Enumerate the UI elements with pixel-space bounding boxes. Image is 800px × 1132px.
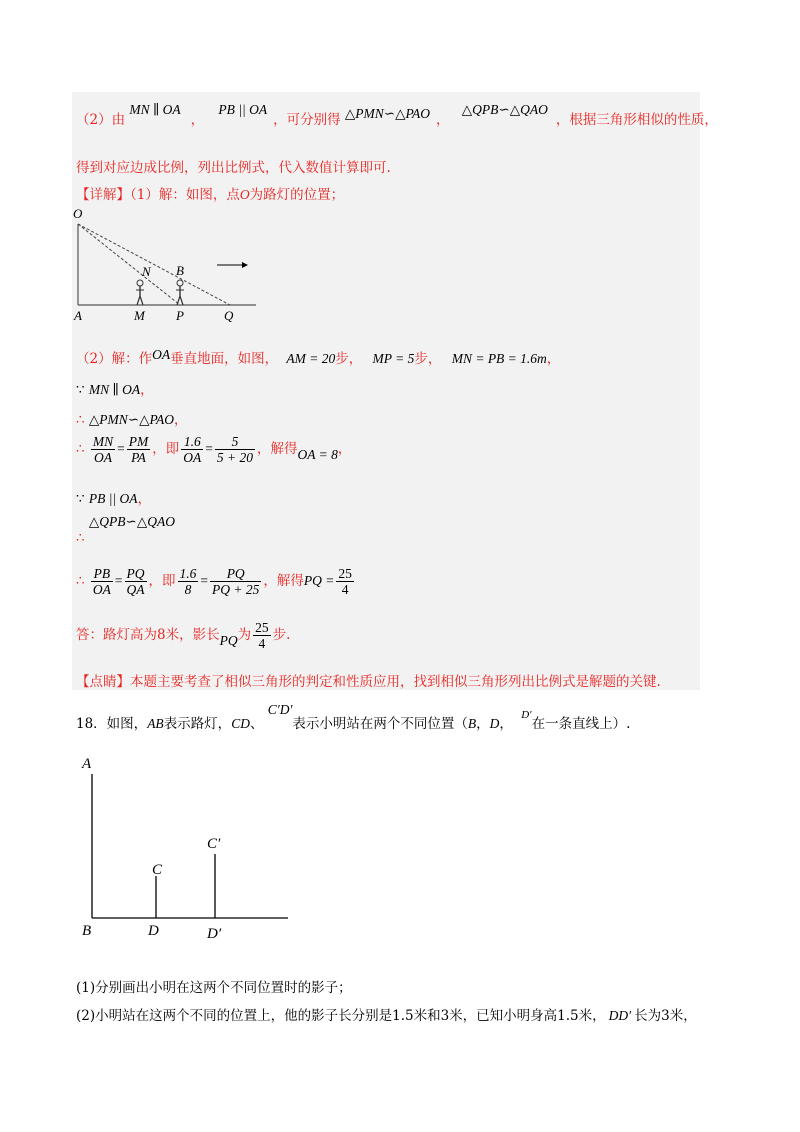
ratio1-eq-2: = bbox=[205, 441, 213, 456]
ratio2-frac-16-8 bbox=[178, 566, 199, 597]
label-D: D bbox=[148, 923, 159, 939]
q18-t4: 在一条直线上）. bbox=[531, 716, 631, 732]
label-Q: Q bbox=[224, 308, 234, 323]
answer-text-1: 答：路灯高为8米，影长 bbox=[76, 627, 220, 643]
part2-am: AM = 20 bbox=[286, 351, 336, 366]
q18-cdp: C′D′ bbox=[267, 702, 293, 717]
step-because-2 bbox=[76, 487, 151, 507]
detail-tag: 【详解】 bbox=[76, 187, 130, 203]
ray-o-p bbox=[78, 224, 180, 305]
ratio1-result: OA = 8 bbox=[297, 447, 338, 462]
therefore-end-1: ， bbox=[173, 412, 188, 428]
detail-var: O bbox=[239, 187, 250, 202]
answer-frac bbox=[253, 620, 271, 651]
frac-num: PM bbox=[128, 434, 149, 449]
hint-line-2: 得到对应边成比例，列出比例式，代入数值计算即可. bbox=[76, 160, 391, 176]
because-symbol-1: ∵ bbox=[76, 382, 85, 397]
detail-line bbox=[76, 183, 344, 203]
q18-comma2: ， bbox=[499, 716, 513, 732]
comment-text: 本题主要考查了相似三角形的判定和性质应用，找到相似三角形列出比例式是解题的关键. bbox=[130, 674, 661, 690]
frac-num: PQ bbox=[126, 566, 145, 581]
ratio1-jiede: ，解得 bbox=[257, 441, 298, 457]
ratio1-frac-mn-oa bbox=[91, 434, 115, 465]
hint-sep-3: ， bbox=[435, 112, 450, 128]
label-C: C bbox=[152, 862, 163, 878]
q18-dp: D′ bbox=[521, 709, 532, 721]
q18-t1: 表示路灯， bbox=[163, 716, 232, 732]
step-therefore-2 bbox=[76, 514, 175, 546]
hint-cond-1: MN ∥ OA bbox=[129, 102, 181, 117]
hint-line-1 bbox=[76, 102, 718, 128]
hint-sep-2: ，可分别得 bbox=[273, 112, 341, 128]
part2-prefix: （2）解：作 bbox=[76, 351, 153, 367]
therefore-expr-2: △QPB∽△QAO bbox=[88, 514, 175, 529]
label-B: B bbox=[176, 263, 184, 278]
ratio1-eq: = bbox=[117, 441, 125, 456]
hint-sep-1: ， bbox=[190, 112, 205, 128]
q18-part2-b: 长为3米， bbox=[634, 1008, 697, 1024]
ratio1-end: ， bbox=[337, 441, 352, 457]
therefore-symbol-2: ∴ bbox=[76, 530, 85, 546]
frac-num: PB bbox=[91, 566, 113, 582]
ratio2-result-frac bbox=[336, 566, 354, 597]
ratio1-frac-5-25 bbox=[215, 434, 255, 465]
part2-oa: OA bbox=[152, 347, 171, 362]
person-mn bbox=[136, 280, 144, 305]
arrow-head bbox=[242, 262, 248, 268]
ratio1-ji: ，即 bbox=[152, 441, 180, 457]
step-ratio-1 bbox=[76, 434, 351, 465]
step-ratio-2 bbox=[76, 566, 356, 597]
q18-d: D bbox=[489, 716, 500, 731]
q18-cd: CD bbox=[231, 716, 250, 731]
frac-den: OA bbox=[94, 450, 113, 465]
label-P: P bbox=[176, 308, 184, 323]
because-end-1: ， bbox=[140, 382, 154, 398]
frac-num: 25 bbox=[338, 566, 352, 581]
frac-num: 1.6 bbox=[179, 566, 197, 581]
because-end-2: ， bbox=[137, 491, 152, 507]
part2-mn: MN = PB = 1.6m bbox=[451, 351, 547, 366]
label-D-prime: D′ bbox=[207, 926, 222, 942]
step-because-1 bbox=[76, 378, 154, 398]
frac-den: 5 + 20 bbox=[216, 450, 254, 465]
person-pb bbox=[176, 280, 184, 305]
frac-num: MN bbox=[92, 434, 114, 449]
label-A: A bbox=[82, 756, 92, 772]
figure-streetlight-1 bbox=[70, 204, 270, 324]
q18-part2 bbox=[76, 1004, 697, 1024]
solution-box bbox=[72, 92, 700, 690]
step-therefore-1 bbox=[76, 408, 187, 428]
frac-den: PA bbox=[131, 450, 146, 465]
frac-den: 4 bbox=[258, 636, 266, 651]
answer-pq: PQ bbox=[219, 633, 238, 648]
hint-cond-4: △QPB∽△QAO bbox=[461, 102, 548, 117]
q18-t3: 表示小明站在两个不同位置（ bbox=[292, 716, 468, 732]
answer-end: 步. bbox=[272, 627, 291, 643]
ratio1-symbol: ∴ bbox=[76, 441, 85, 457]
label-O: O bbox=[73, 206, 83, 221]
part2-am-unit: 步， bbox=[335, 351, 363, 367]
frac-den: OA bbox=[183, 450, 202, 465]
part2-end: ， bbox=[546, 351, 561, 367]
frac-den: QA bbox=[126, 582, 145, 597]
q18-comma: ， bbox=[476, 716, 490, 732]
frac-num: 25 bbox=[255, 620, 269, 635]
frac-num: PQ bbox=[210, 566, 261, 582]
ratio2-result: PQ = bbox=[303, 573, 335, 588]
question-18-line bbox=[76, 702, 631, 732]
detail-text-1: （1）解：如图，点 bbox=[130, 187, 240, 203]
label-M: M bbox=[134, 308, 145, 323]
ray-o-q bbox=[78, 224, 230, 305]
q18-ab: AB bbox=[147, 716, 164, 731]
therefore-expr-1: △PMN∽△PAO bbox=[88, 412, 174, 427]
ratio2-eq: = bbox=[114, 573, 123, 588]
hint-cond-2: PB || OA bbox=[218, 102, 268, 117]
q18-part2-a: (2)小明站在这两个不同的位置上，他的影子长分别是1.5米和3米，已知小明身高1.5米， bbox=[76, 1008, 606, 1024]
frac-num: 1.6 bbox=[181, 434, 203, 450]
because-symbol-2: ∵ bbox=[76, 491, 85, 506]
q18-part1: (1)分别画出小明在这两个不同位置时的影子； bbox=[76, 980, 352, 996]
comment-line bbox=[76, 670, 661, 690]
ratio2-frac-pq-qa bbox=[125, 566, 147, 597]
label-N: N bbox=[142, 264, 151, 279]
frac-den: 8 bbox=[184, 582, 192, 597]
answer-wei: 为 bbox=[237, 627, 252, 643]
q18-t2: 、 bbox=[249, 716, 264, 732]
label-A: A bbox=[74, 308, 82, 323]
q18-num: 18．如图， bbox=[76, 716, 148, 732]
figure-streetlight-2 bbox=[76, 752, 296, 942]
frac-den: OA bbox=[92, 582, 111, 597]
frac-den: PQ + 25 bbox=[212, 582, 260, 597]
hint-prefix: （2）由 bbox=[76, 112, 126, 128]
ratio2-frac-pb-oa bbox=[91, 566, 113, 597]
label-B: B bbox=[82, 923, 92, 939]
frac-den: 4 bbox=[341, 582, 349, 597]
answer-line bbox=[76, 620, 290, 651]
ratio2-eq-2: = bbox=[200, 573, 209, 588]
frac-num: 5 bbox=[215, 434, 255, 450]
detail-text-2: 为路灯的位置； bbox=[249, 187, 345, 203]
because-expr-1: MN ∥ OA bbox=[88, 382, 141, 397]
because-expr-2: PB || OA bbox=[88, 491, 138, 506]
ratio1-frac-pm-pa bbox=[127, 434, 151, 465]
q18-b: B bbox=[467, 716, 477, 731]
ratio2-ji: ，即 bbox=[148, 573, 176, 589]
part2-mp: MP = 5 bbox=[372, 351, 415, 366]
ratio2-symbol: ∴ bbox=[76, 573, 85, 589]
comment-tag: 【点睛】 bbox=[76, 674, 130, 690]
part2-mp-unit: 步， bbox=[414, 351, 442, 367]
ratio2-frac-pq-pq25 bbox=[210, 566, 261, 597]
q18-part2-dd: DD′ bbox=[608, 1008, 632, 1023]
ratio1-frac-16-oa bbox=[181, 434, 203, 465]
hint-cond-3: △PMN∽△PAO bbox=[344, 106, 430, 121]
label-C-prime: C′ bbox=[207, 836, 221, 852]
part2-line bbox=[76, 347, 560, 367]
therefore-symbol-1: ∴ bbox=[76, 412, 85, 428]
ratio2-jiede: ，解得 bbox=[263, 573, 304, 589]
hint-suffix: ，根据三角形相似的性质， bbox=[555, 112, 718, 128]
part2-mid: 垂直地面，如图， bbox=[170, 351, 279, 367]
